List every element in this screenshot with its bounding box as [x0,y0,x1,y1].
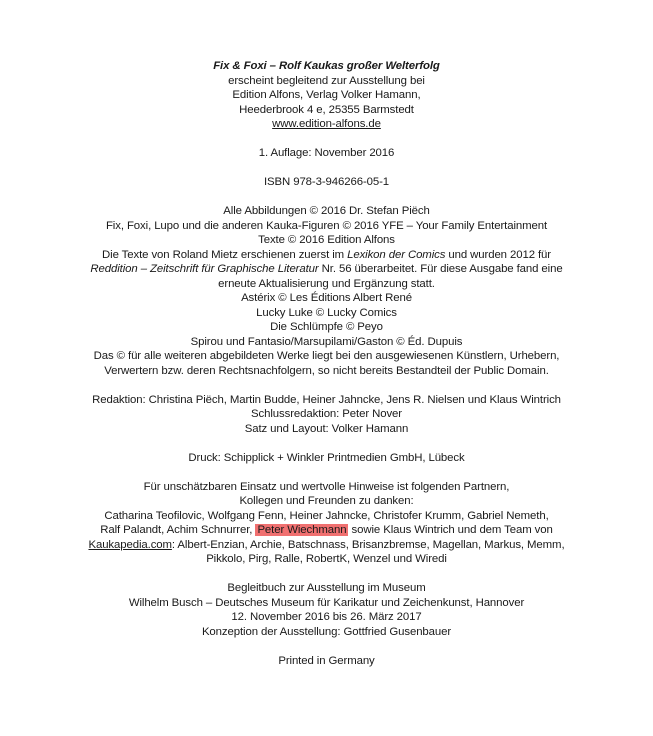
rights-line-7: Astérix © Les Éditions Albert René [241,292,412,304]
exhibition-line-3: 12. November 2016 bis 26. März 2017 [231,611,422,623]
spacer [0,436,653,451]
thanks-line-4 [0,523,653,538]
intro-line-3: Heederbrook 4 e, 25355 Barmstedt [239,103,414,116]
highlighted-name[interactable]: Peter Wiechmann [257,524,347,536]
exhibition-line-2: Wilhelm Busch – Deutsches Museum für Karikatur und Zeichenkunst, Hannover [128,596,525,609]
printed-in-line: Printed in Germany [278,654,375,667]
rights-line-5-b: Nr. 56 überarbeitet. Für diese Ausgabe fand eine [318,263,563,275]
print-line: Druck: Schipplick + Winkler Printmedien GmbH, Lübeck [188,451,465,464]
rights-line-4-a: Die Texte von Roland Mietz erschienen zuerst im [102,248,348,261]
book-title: Fix & Foxi – Rolf Kaukas großer Welterfolg [213,60,440,72]
edition-line: 1. Auflage: November 2016 [258,147,395,159]
rights-line-11: Das © für alle weiteren abgebildeten Werke liegt bei den ausgewiesenen Künstlern, Urhebern, [93,350,560,362]
spacer [0,132,653,147]
kaukapedia-link[interactable]: Kaukapedia.com [88,538,172,551]
thanks-line-1: Für unschätzbaren Einsatz und wertvolle Hinweise ist folgenden Partnern, [143,480,510,493]
thanks-line-5-b: : Albert-Enzian, Archie, Batschnass, Brisanzbremse, Magellan, Markus, Memm, [171,538,565,551]
rights-line-6: erneute Aktualisierung und Ergänzung statt. [218,277,435,290]
spacer [0,465,653,480]
thanks-line-4-b: sowie Klaus Wintrich und dem Team von [348,524,553,536]
spacer [0,567,653,582]
website-line [0,117,653,132]
rights-line-4-b: und wurden 2012 für [445,248,551,261]
spacer [0,639,653,654]
credits-editorial: Redaktion: Christina Piëch, Martin Budde, Heiner Jahncke, Jens R. Nielsen und Klaus Wintrich [92,393,561,406]
isbn-line: ISBN 978-3-946266-05-1 [263,176,390,188]
rights-line-5 [0,262,653,277]
rights-line-1: Alle Abbildungen © 2016 Dr. Stefan Piëch [223,205,430,217]
exhibition-line-4: Konzeption der Ausstellung: Gottfried Gusenbauer [201,625,452,638]
intro-line-2: Edition Alfons, Verlag Volker Hamann, [232,89,421,101]
imprint-block [0,59,653,668]
lexikon-title: Lexikon der Comics [347,248,446,261]
spacer [0,378,653,393]
rights-line-3: Texte © 2016 Edition Alfons [258,234,395,246]
spacer [0,161,653,176]
rights-line-10: Spirou und Fantasio/Marsupilami/Gaston © Éd. Dupuis [190,335,463,348]
credits-layout: Satz und Layout: Volker Hamann [244,422,409,435]
reddition-title: Reddition – Zeitschrift für Graphische Literatur [90,263,319,275]
rights-line-12: Verwertern bzw. deren Rechtsnachfolgern, so nicht bereits Bestandteil der Public Domain. [104,364,549,377]
thanks-line-5 [0,538,653,553]
rights-line-2: Fix, Foxi, Lupo und die anderen Kauka-Figuren © 2016 YFE – Your Family Entertainment [105,219,548,232]
thanks-line-3: Catharina Teofilovic, Wolfgang Fenn, Heiner Jahncke, Christofer Krumm, Gabriel Nemeth, [104,509,549,522]
intro-line-1: erscheint begleitend zur Ausstellung bei [228,74,425,87]
rights-line-9: Die Schlümpfe © Peyo [270,321,383,333]
thanks-line-6: Pikkolo, Pirg, Ralle, RobertK, Wenzel und Wiredi [206,553,447,565]
website-link[interactable]: www.edition-alfons.de [272,118,381,130]
rights-line-8: Lucky Luke © Lucky Comics [256,306,397,319]
thanks-line-4-a: Ralf Palandt, Achim Schnurrer, [100,524,256,536]
spacer [0,190,653,205]
exhibition-line-1: Begleitbuch zur Ausstellung im Museum [227,582,426,594]
credits-proofreading: Schlussredaktion: Peter Nover [251,408,402,420]
rights-line-4 [0,248,653,263]
thanks-line-2: Kollegen und Freunden zu danken: [239,495,414,507]
